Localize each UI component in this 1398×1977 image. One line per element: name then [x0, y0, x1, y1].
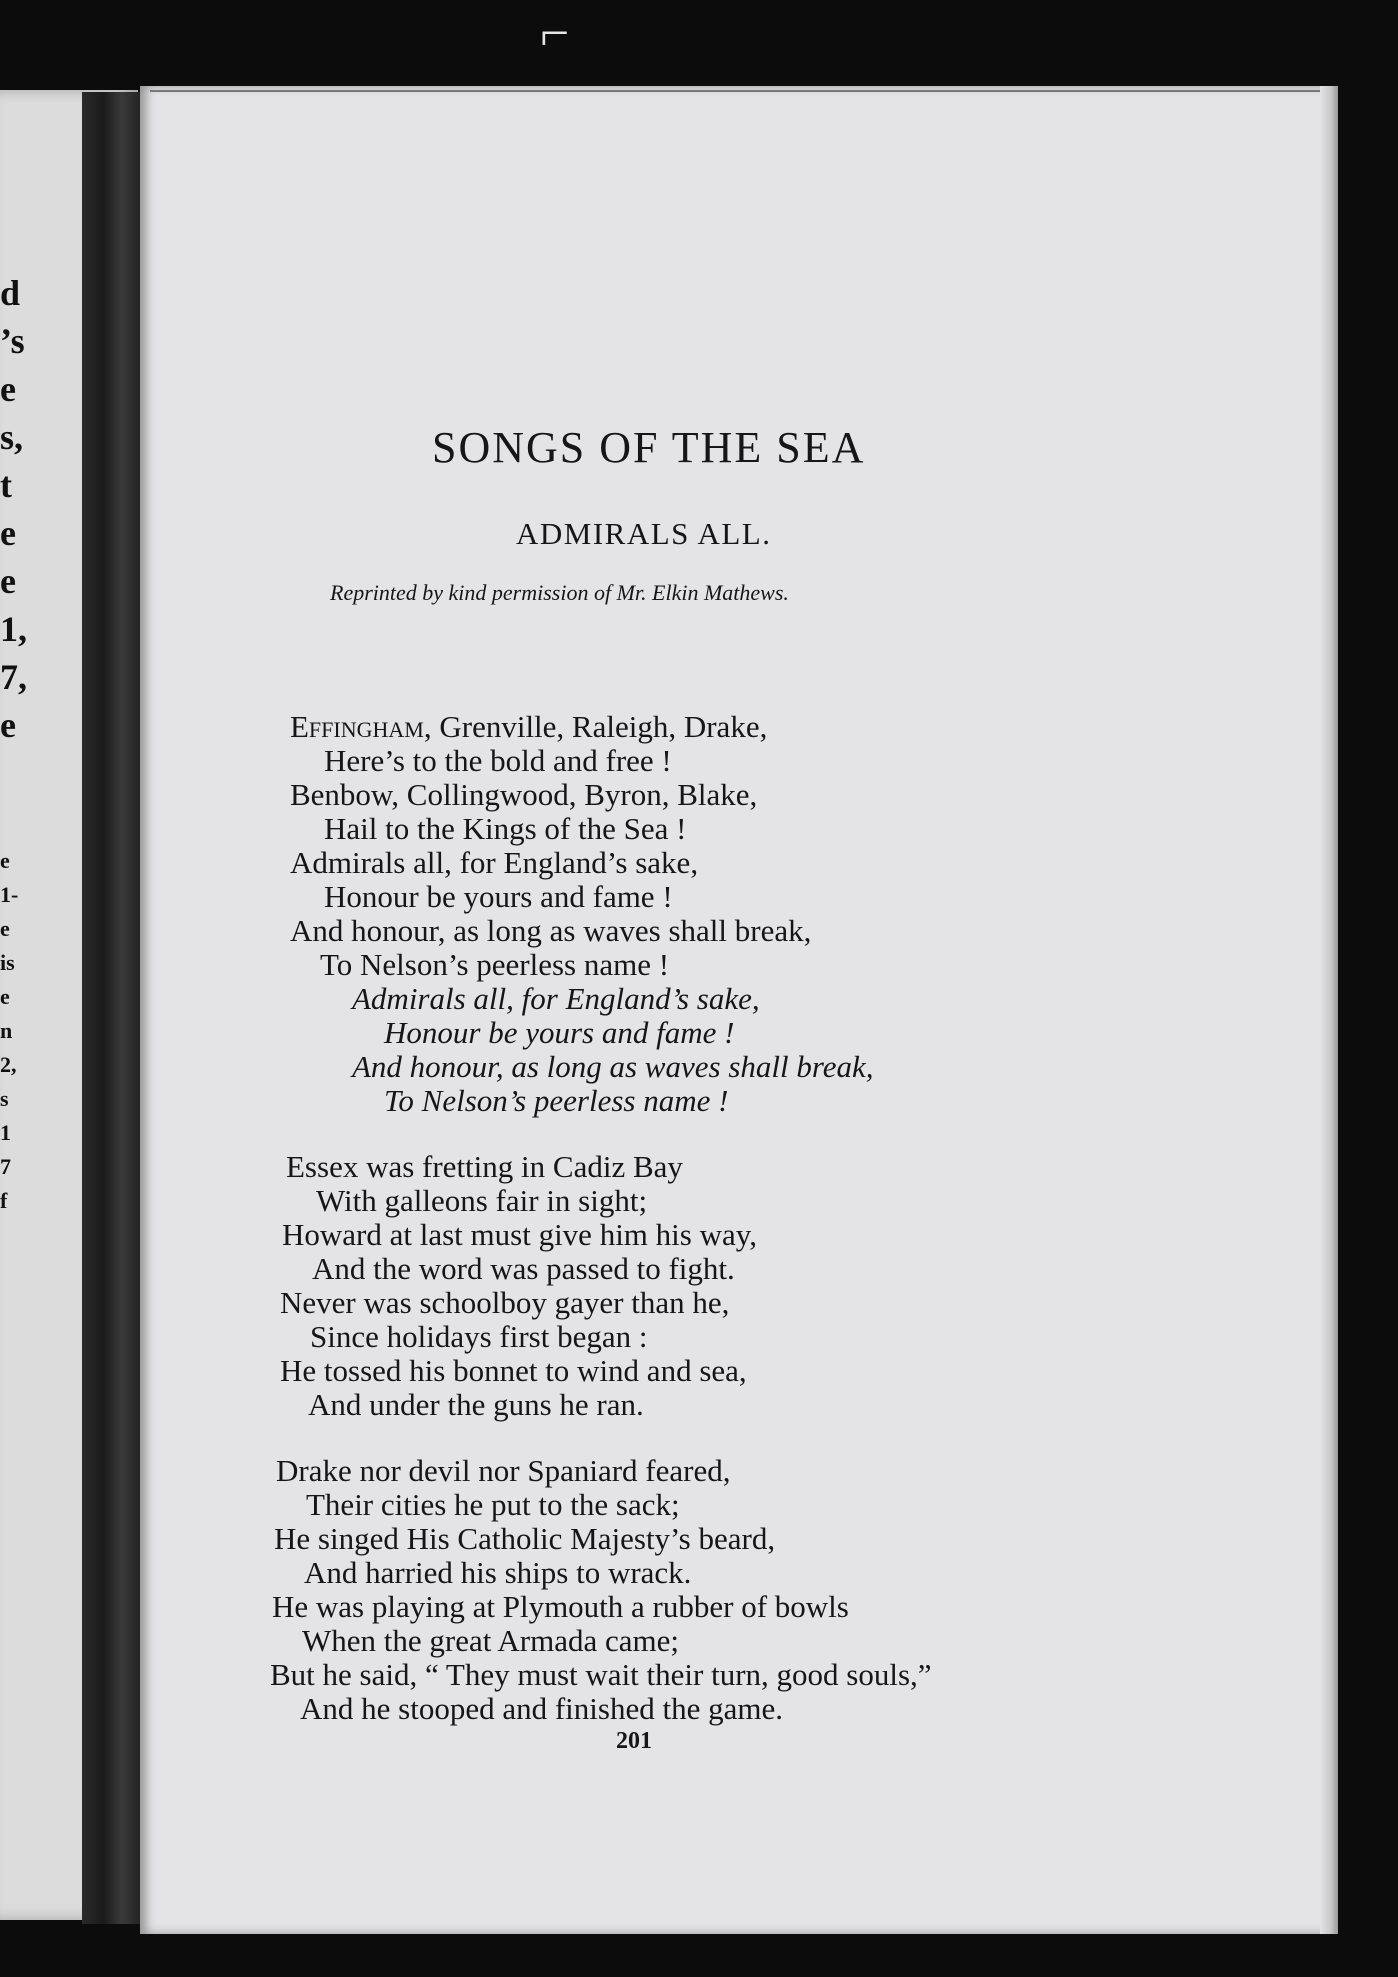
- poem-line: Since holidays first began :: [310, 1319, 648, 1354]
- poem-line-chorus: And honour, as long as waves shall break,: [352, 1049, 874, 1084]
- fragment: e: [0, 984, 10, 1009]
- poem-line: Their cities he put to the sack;: [306, 1487, 680, 1522]
- fragment: f: [0, 1188, 8, 1213]
- poem-line: And he stooped and finished the game.: [300, 1691, 783, 1726]
- poem-line: He was playing at Plymouth a rubber of bowls: [272, 1589, 849, 1624]
- fragment: e: [0, 561, 16, 601]
- poem-line: He tossed his bonnet to wind and sea,: [280, 1353, 747, 1388]
- fragment: 1,: [0, 609, 27, 649]
- fragment: 1-: [0, 882, 19, 907]
- page-top-edge: [150, 90, 1330, 92]
- fragment: 7: [0, 1154, 11, 1179]
- poem-line: And honour, as long as waves shall break,: [290, 913, 812, 948]
- fragment: 1: [0, 1120, 11, 1145]
- poem-line: Benbow, Collingwood, Byron, Blake,: [290, 777, 758, 812]
- fragment: ’s: [0, 321, 25, 361]
- poem-line: Howard at last must give him his way,: [282, 1217, 757, 1252]
- poem-line: And the word was passed to fight.: [312, 1251, 735, 1286]
- fragment: e: [0, 916, 10, 941]
- scan-corner-mark: ⌐: [540, 5, 570, 62]
- page-content: [140, 86, 1338, 1934]
- poem-line: When the great Armada came;: [302, 1623, 679, 1658]
- poem-line: To Nelson’s peerless name !: [320, 947, 670, 982]
- fragment: e: [0, 705, 16, 745]
- fragment: is: [0, 950, 15, 975]
- fragment: e: [0, 369, 16, 409]
- poem-line: Never was schoolboy gayer than he,: [280, 1285, 730, 1320]
- permission-note: Reprinted by kind permission of Mr. Elkin Mathews.: [330, 580, 789, 605]
- poem-line: And harried his ships to wrack.: [304, 1555, 692, 1590]
- poem-line: And under the guns he ran.: [308, 1387, 644, 1422]
- poem-line-text: , Grenville, Raleigh, Drake,: [423, 709, 768, 744]
- poem-line-chorus: Admirals all, for England’s sake,: [352, 981, 760, 1016]
- poem-line: But he said, “ They must wait their turn, good souls,”: [270, 1657, 932, 1692]
- right-page: [140, 86, 1338, 1934]
- poem-line: Hail to the Kings of the Sea !: [324, 811, 687, 846]
- poem-line: Essex was fretting in Cadiz Bay: [286, 1149, 683, 1184]
- fragment: 7,: [0, 657, 27, 697]
- poem-line-smallcaps: Effingham: [290, 709, 424, 744]
- poem-line: Here’s to the bold and free !: [324, 743, 672, 778]
- poem-line: With galleons fair in sight;: [316, 1183, 648, 1218]
- fragment: t: [0, 465, 12, 505]
- fragment: s: [0, 1086, 9, 1111]
- poem-title: ADMIRALS ALL.: [516, 516, 772, 551]
- book-section-title: SONGS OF THE SEA: [432, 423, 866, 472]
- fragment: e: [0, 848, 10, 873]
- page-number: 201: [616, 1728, 652, 1754]
- fragment: e: [0, 513, 16, 553]
- poem-line-chorus: Honour be yours and fame !: [384, 1015, 735, 1050]
- fragment: n: [0, 1018, 13, 1043]
- page-right-edge: [1320, 86, 1338, 1934]
- fragment: s,: [0, 417, 24, 457]
- poem-line: Admirals all, for England’s sake,: [290, 845, 699, 880]
- fragment: d: [0, 273, 21, 313]
- poem-line: Drake nor devil nor Spaniard feared,: [276, 1453, 731, 1488]
- poem-line: [290, 710, 767, 744]
- poem-line-chorus: To Nelson’s peerless name !: [384, 1083, 729, 1118]
- fragment: 2,: [0, 1052, 17, 1077]
- poem-line: Honour be yours and fame !: [324, 879, 673, 914]
- poem-line: He singed His Catholic Majesty’s beard,: [274, 1521, 776, 1556]
